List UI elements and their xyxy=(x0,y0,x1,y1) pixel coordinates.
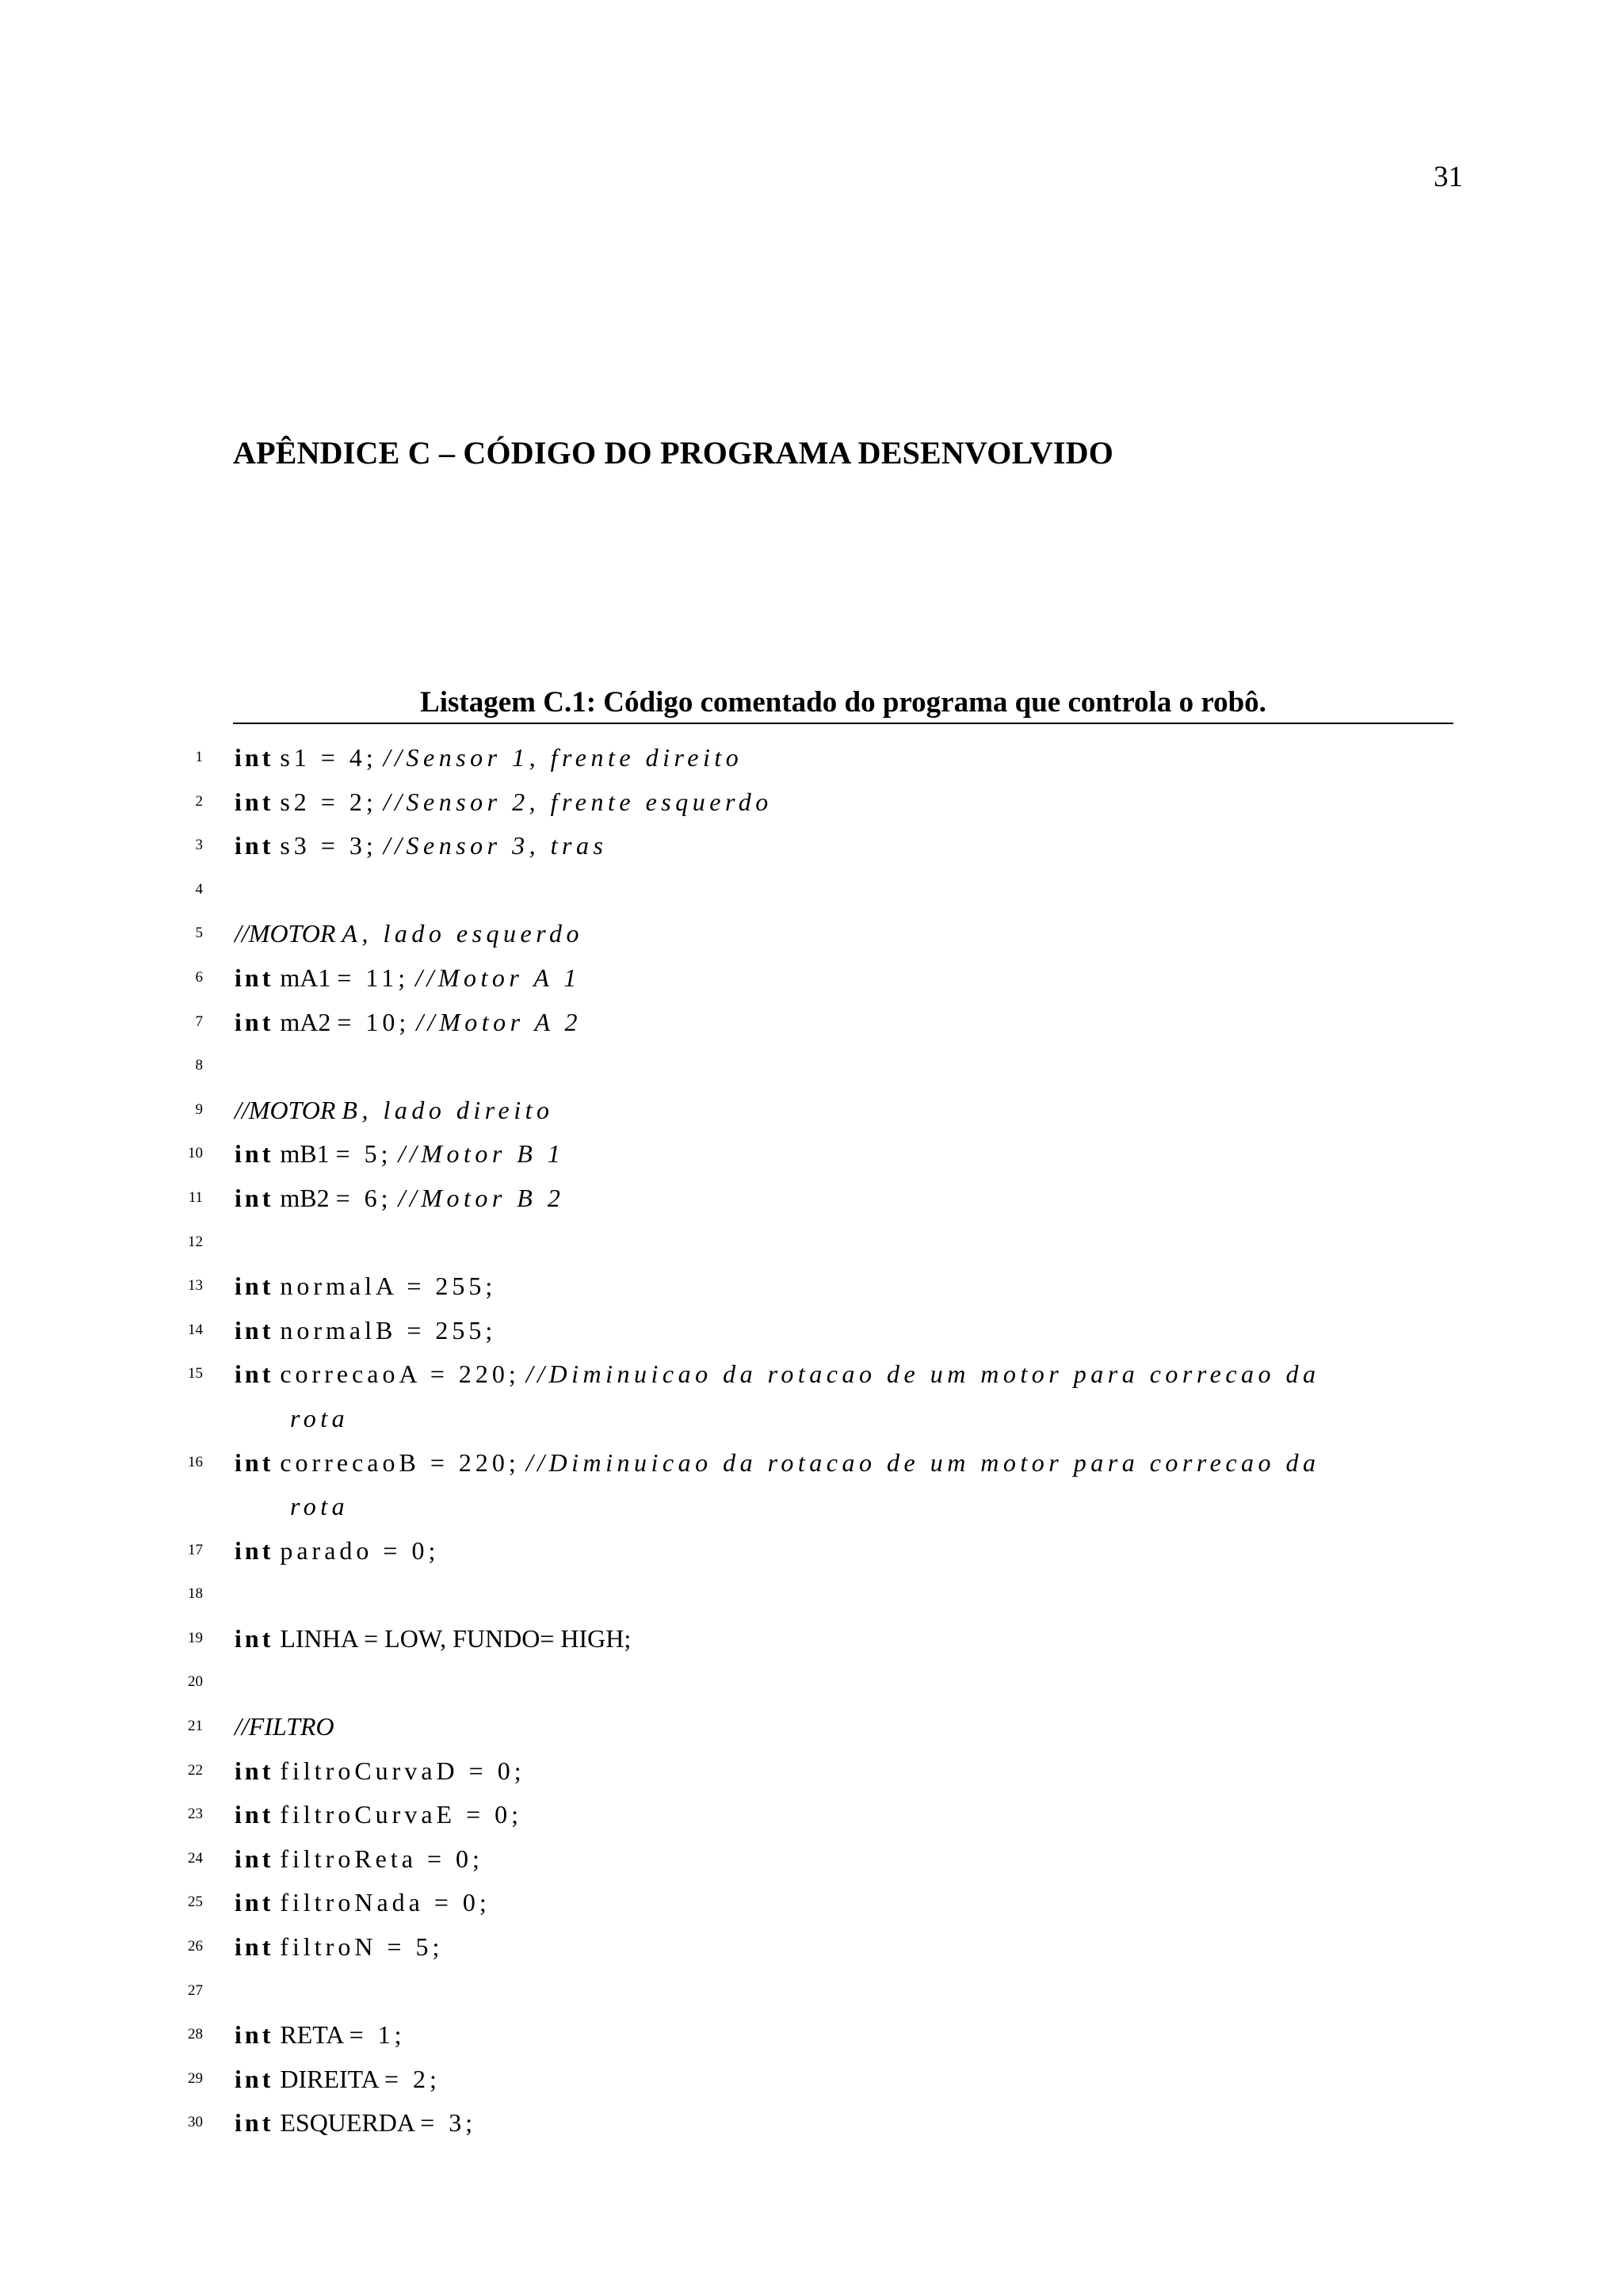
code-text: s3 = 3; xyxy=(280,831,377,860)
code-line xyxy=(0,2062,1623,2107)
code-line xyxy=(0,2106,1623,2150)
line-content xyxy=(235,829,1471,862)
line-content xyxy=(235,1622,1471,1655)
code-comment: A, lado esquerdo xyxy=(342,919,583,948)
keyword: int xyxy=(235,1844,274,1873)
code-line xyxy=(0,1005,1623,1050)
line-number: 21 xyxy=(188,1718,203,1735)
line-number: 4 xyxy=(195,880,203,898)
line-content xyxy=(235,1181,1471,1215)
code-line xyxy=(0,829,1623,873)
keyword: int xyxy=(235,787,274,816)
code-line xyxy=(0,1930,1623,1974)
code-comment: //Diminuicao da rotacao de um motor para correcao da xyxy=(525,1447,1320,1477)
line-content xyxy=(235,2018,1471,2051)
code-line xyxy=(0,1446,1623,1534)
line-content xyxy=(235,1710,1471,1743)
code-text: filtroCurvaE = 0; xyxy=(280,1800,523,1829)
code-text: ; xyxy=(624,1623,636,1653)
code-line xyxy=(0,2018,1623,2062)
line-number: 10 xyxy=(188,1145,203,1162)
code-line xyxy=(0,741,1623,785)
identifier: mA2 xyxy=(280,1007,331,1036)
line-content xyxy=(235,1886,1471,1919)
identifier: mB2 xyxy=(280,1183,330,1212)
line-content xyxy=(235,1798,1471,1831)
code-line xyxy=(0,1093,1623,1138)
code-comment-continuation: rota xyxy=(290,1403,349,1432)
line-content xyxy=(235,961,1471,994)
line-content xyxy=(235,1314,1471,1347)
line-content xyxy=(235,1842,1471,1875)
line-content xyxy=(235,1269,1471,1302)
keyword: int xyxy=(235,2108,274,2138)
line-content xyxy=(235,1005,1471,1039)
line-number: 12 xyxy=(188,1233,203,1250)
code-text: filtroN = 5; xyxy=(280,1932,444,1962)
keyword: int xyxy=(235,1932,274,1962)
code-line xyxy=(0,1181,1623,1226)
line-number: 8 xyxy=(195,1057,203,1074)
keyword: int xyxy=(235,1623,274,1653)
code-line xyxy=(0,1357,1623,1445)
line-content xyxy=(235,1534,1471,1567)
code-line xyxy=(0,1886,1623,1930)
line-number: 16 xyxy=(188,1453,203,1470)
code-comment: //FILTRO xyxy=(235,1712,334,1741)
keyword: int xyxy=(235,1888,274,1917)
keyword: int xyxy=(235,1535,274,1565)
code-line xyxy=(0,1665,1623,1710)
code-text: normalA = 255; xyxy=(280,1272,497,1301)
code-text: = 11; xyxy=(337,963,410,992)
line-number: 24 xyxy=(188,1849,203,1867)
line-number: 11 xyxy=(188,1188,203,1206)
code-line xyxy=(0,785,1623,830)
line-content xyxy=(235,2062,1471,2096)
code-text: = 2; xyxy=(384,2064,441,2093)
line-number: 26 xyxy=(188,1938,203,1955)
code-line xyxy=(0,1754,1623,1798)
line-number: 20 xyxy=(188,1673,203,1691)
code-line xyxy=(0,1710,1623,1754)
line-number: 19 xyxy=(188,1629,203,1646)
line-number: 29 xyxy=(188,2069,203,2087)
line-number: 3 xyxy=(195,837,203,854)
code-line xyxy=(0,1534,1623,1578)
line-number: 13 xyxy=(188,1277,203,1295)
line-number: 2 xyxy=(195,792,203,810)
identifier: mA1 xyxy=(280,963,331,992)
keyword: int xyxy=(235,743,274,772)
code-text: = 3; xyxy=(420,2108,477,2138)
code-comment: //Sensor 1, frente direito xyxy=(383,743,743,772)
appendix-title: APÊNDICE C – CÓDIGO DO PROGRAMA DESENVOLVIDO xyxy=(233,435,1114,471)
code-text: parado = 0; xyxy=(280,1535,440,1565)
line-content xyxy=(235,1093,1471,1127)
identifier: mB1 xyxy=(280,1139,330,1169)
code-line xyxy=(0,1798,1623,1842)
line-number: 22 xyxy=(188,1761,203,1779)
code-line xyxy=(0,873,1623,917)
code-text: = 10; xyxy=(337,1007,411,1036)
keyword: int xyxy=(235,1800,274,1829)
keyword: int xyxy=(235,1447,274,1477)
code-line xyxy=(0,1974,1623,2019)
code-text: filtroNada = 0; xyxy=(280,1888,491,1917)
line-number: 23 xyxy=(188,1806,203,1823)
code-line xyxy=(0,1577,1623,1622)
listing-rule xyxy=(233,723,1453,724)
code-comment: //Motor A 2 xyxy=(416,1007,582,1036)
line-content xyxy=(235,1930,1471,1963)
line-content xyxy=(235,917,1471,950)
code-comment: //Motor A 1 xyxy=(415,963,581,992)
code-line xyxy=(0,1622,1623,1666)
keyword: int xyxy=(235,1360,274,1389)
keyword: int xyxy=(235,1756,274,1785)
code-comment: //MOTOR xyxy=(235,919,336,948)
code-comment-continuation: rota xyxy=(290,1492,349,1521)
keyword: int xyxy=(235,1007,274,1036)
line-number: 14 xyxy=(188,1321,203,1338)
line-number: 28 xyxy=(188,2026,203,2043)
code-text: = 1; xyxy=(349,2020,406,2050)
code-line xyxy=(0,1226,1623,1270)
code-comment: B, lado direito xyxy=(342,1095,554,1124)
identifier: LINHA = LOW, FUNDO= HIGH xyxy=(280,1623,624,1653)
keyword: int xyxy=(235,831,274,860)
code-text: s2 = 2; xyxy=(280,787,377,816)
keyword: int xyxy=(235,963,274,992)
code-line xyxy=(0,1049,1623,1093)
code-text: filtroReta = 0; xyxy=(280,1844,483,1873)
line-number: 15 xyxy=(188,1365,203,1383)
page-number: 31 xyxy=(1434,161,1463,193)
keyword: int xyxy=(235,2064,274,2093)
line-number: 9 xyxy=(195,1100,203,1118)
line-number: 5 xyxy=(195,925,203,942)
line-number: 25 xyxy=(188,1894,203,1911)
line-content xyxy=(235,741,1471,774)
line-number: 1 xyxy=(195,749,203,765)
line-content xyxy=(235,1137,1471,1170)
code-text: s1 = 4; xyxy=(280,743,377,772)
code-comment: //Diminuicao da rotacao de um motor para correcao da xyxy=(525,1360,1320,1389)
code-comment: //MOTOR xyxy=(235,1095,336,1124)
line-number: 30 xyxy=(188,2114,203,2131)
line-content xyxy=(235,1357,1471,1435)
keyword: int xyxy=(235,1315,274,1344)
code-text: filtroCurvaD = 0; xyxy=(280,1756,525,1785)
line-number: 7 xyxy=(195,1013,203,1030)
identifier: ESQUERDA xyxy=(280,2108,414,2138)
code-comment: //Motor B 2 xyxy=(398,1183,565,1212)
code-text: = 6; xyxy=(335,1183,392,1212)
line-content xyxy=(235,785,1471,818)
line-number: 18 xyxy=(188,1585,203,1603)
line-number: 6 xyxy=(195,968,203,986)
line-content xyxy=(235,1446,1471,1524)
line-number: 27 xyxy=(188,1981,203,1999)
code-line xyxy=(0,1137,1623,1181)
keyword: int xyxy=(235,1139,274,1169)
code-line xyxy=(0,1269,1623,1314)
keyword: int xyxy=(235,1272,274,1301)
code-comment: //Sensor 3, tras xyxy=(383,831,608,860)
code-text: correcaoA = 220; xyxy=(280,1360,520,1389)
code-line xyxy=(0,1314,1623,1358)
code-line xyxy=(0,917,1623,961)
code-listing xyxy=(0,741,1623,2150)
code-text: correcaoB = 220; xyxy=(280,1447,520,1477)
code-comment: //Sensor 2, frente esquerdo xyxy=(383,787,773,816)
code-line xyxy=(0,1842,1623,1886)
code-line xyxy=(0,961,1623,1005)
code-comment: //Motor B 1 xyxy=(398,1139,565,1169)
listing-caption: Listagem C.1: Código comentado do programa que controla o robô. xyxy=(420,686,1266,719)
line-content xyxy=(235,2106,1471,2139)
identifier: RETA xyxy=(280,2020,343,2050)
identifier: DIREITA xyxy=(280,2064,378,2093)
line-number: 17 xyxy=(188,1541,203,1558)
line-content xyxy=(235,1754,1471,1787)
keyword: int xyxy=(235,1183,274,1212)
code-text: = 5; xyxy=(335,1139,392,1169)
code-text: normalB = 255; xyxy=(280,1315,497,1344)
keyword: int xyxy=(235,2020,274,2050)
